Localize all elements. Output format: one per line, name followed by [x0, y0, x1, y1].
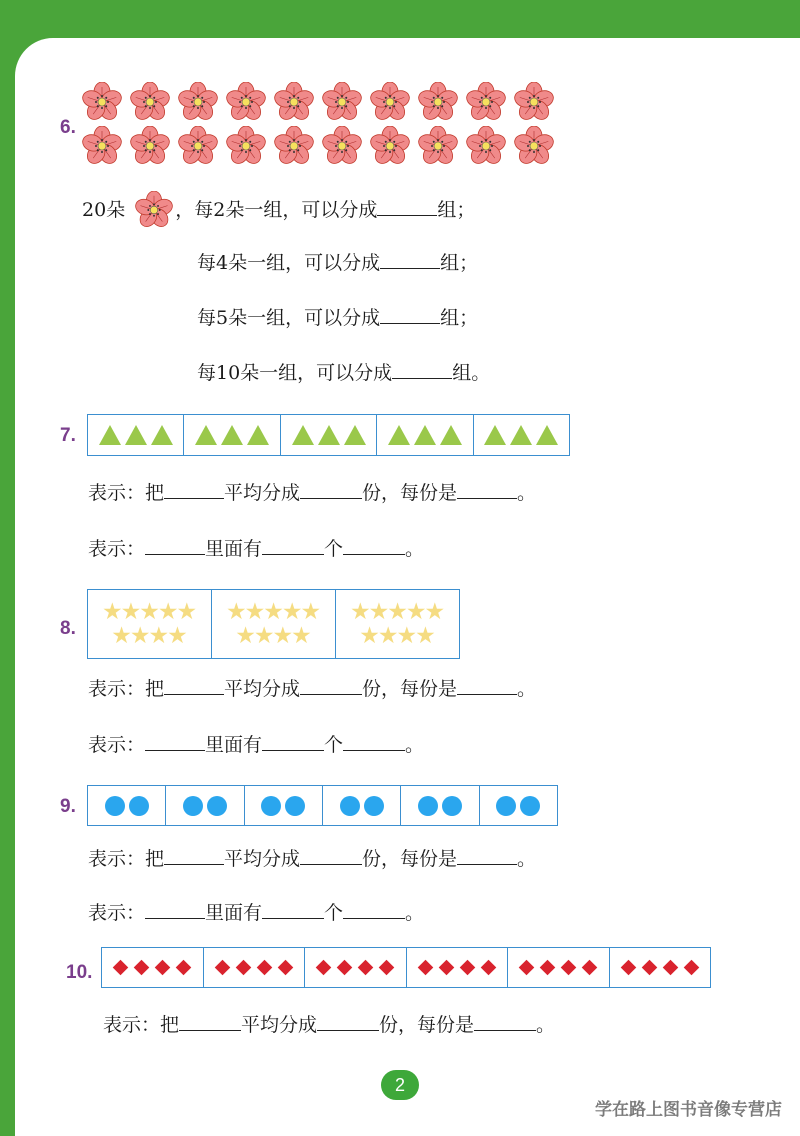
group-cell [281, 415, 377, 455]
answer-blank[interactable] [262, 900, 324, 919]
diamond-icon [438, 960, 454, 976]
answer-blank[interactable] [145, 536, 205, 555]
answer-blank[interactable] [145, 900, 205, 919]
star-icon: ★ [396, 623, 418, 649]
q10-line-1 [103, 1012, 555, 1037]
period-label: 。 [405, 734, 425, 756]
star-icon: ★ [387, 599, 408, 625]
period-label: 。 [536, 1014, 556, 1036]
group-cell [184, 415, 280, 455]
group-cell [212, 590, 336, 658]
q6-line-3 [197, 305, 478, 330]
period-label: 。 [517, 678, 537, 700]
diamond-icon [214, 960, 230, 976]
flower-row-1 [82, 82, 554, 122]
question-10-number: 10. [66, 962, 93, 983]
diamond-icon [113, 960, 129, 976]
page-number: 2 [381, 1070, 419, 1100]
period-label: 。 [517, 848, 537, 870]
star-icon: ★ [263, 599, 284, 625]
star-icon: ★ [148, 623, 170, 649]
pingjun-label: 平均分成 [224, 848, 301, 870]
q8-line-1 [88, 676, 536, 701]
answer-blank[interactable] [474, 1012, 536, 1031]
meifen-label: 份，每份是 [362, 482, 458, 504]
flower-icon [274, 82, 314, 122]
diamond-icon [316, 960, 332, 976]
flower-icon [130, 126, 170, 166]
triangle-icon [195, 425, 217, 445]
group-cell [480, 786, 557, 825]
diamond-icon [277, 960, 293, 976]
pingjun-label: 平均分成 [224, 482, 301, 504]
triangle-icon [318, 425, 340, 445]
answer-blank[interactable] [457, 676, 517, 695]
star-icon: ★ [111, 623, 132, 649]
diamond-icon [540, 960, 556, 976]
dot-icon [418, 796, 438, 816]
star-icon: ★ [129, 623, 151, 649]
star-icon: ★ [120, 599, 142, 625]
flower-icon [514, 126, 554, 166]
dot-icon [129, 796, 149, 816]
group-cell [377, 415, 473, 455]
triangle-icon [99, 425, 121, 445]
pingjun-label: 平均分成 [224, 678, 301, 700]
triangle-icon [484, 425, 506, 445]
diamond-icon [620, 960, 636, 976]
triangle-icon [510, 425, 532, 445]
period-label: 。 [405, 902, 425, 924]
diamond-groups-box [101, 947, 711, 988]
biaoshi-label: 表示： [88, 902, 146, 924]
flower-icon [274, 126, 314, 166]
star-icon: ★ [368, 599, 390, 625]
star-icon: ★ [359, 623, 380, 649]
answer-blank[interactable] [164, 480, 224, 499]
diamond-icon [155, 960, 171, 976]
flower-row-2 [82, 126, 554, 166]
flower-icon [226, 126, 266, 166]
group-cell [407, 948, 509, 987]
dot-icon [285, 796, 305, 816]
group-cell [474, 415, 569, 455]
flower-icon [178, 126, 218, 166]
diamond-icon [176, 960, 192, 976]
star-icon: ★ [405, 599, 427, 625]
flower-icon [226, 82, 266, 122]
answer-blank[interactable] [457, 846, 517, 865]
group-cell [245, 786, 323, 825]
star-icon: ★ [300, 599, 322, 625]
answer-blank[interactable] [377, 197, 437, 216]
q6-line-2-text: 每4朵一组，可以分成 [197, 252, 381, 274]
star-icon: ★ [415, 623, 436, 649]
flower-icon [322, 82, 362, 122]
dot-groups-box [87, 785, 558, 826]
diamond-icon [480, 960, 496, 976]
group-cell [102, 948, 204, 987]
group-cell [204, 948, 306, 987]
period-label: 。 [517, 482, 537, 504]
answer-blank[interactable] [145, 732, 205, 751]
star-icon: ★ [225, 599, 247, 625]
q6-prefix: 20朵 [82, 199, 126, 221]
triangle-groups-box [87, 414, 570, 456]
answer-blank[interactable] [380, 305, 440, 324]
group-cell [305, 948, 407, 987]
q6-line-2 [197, 250, 478, 275]
star-icon: ★ [244, 599, 266, 625]
biaoshi-label: 表示：把 [103, 1014, 180, 1036]
flower-icon [322, 126, 362, 166]
triangle-icon [292, 425, 314, 445]
group-cell [88, 590, 212, 658]
triangle-icon [125, 425, 147, 445]
dot-icon [261, 796, 281, 816]
answer-blank[interactable] [343, 732, 405, 751]
diamond-icon [582, 960, 598, 976]
flower-icon [418, 126, 458, 166]
question-7-number: 7. [60, 425, 76, 446]
group-cell [166, 786, 244, 825]
flower-icon [130, 82, 170, 122]
meifen-label: 份，每份是 [379, 1014, 475, 1036]
answer-blank[interactable] [300, 846, 362, 865]
q6-line-1-text: 每2朵一组，可以分成 [194, 199, 378, 221]
diamond-icon [417, 960, 433, 976]
triangle-icon [414, 425, 436, 445]
biaoshi-label: 表示： [88, 734, 146, 756]
star-icon: ★ [377, 623, 399, 649]
question-6-number: 6. [60, 117, 76, 138]
star-icon: ★ [167, 623, 188, 649]
diamond-icon [379, 960, 395, 976]
q6-line-1-end: 组； [437, 199, 476, 221]
diamond-icon [134, 960, 150, 976]
star-icon: ★ [291, 623, 312, 649]
q6-line-4-end: 组。 [452, 362, 491, 384]
limian-label: 里面有 [205, 902, 263, 924]
diamond-icon [358, 960, 374, 976]
q8-line-2 [88, 732, 424, 757]
star-icon: ★ [349, 599, 371, 625]
star-icon: ★ [139, 599, 160, 625]
answer-blank[interactable] [392, 360, 452, 379]
q6-line-2-end: 组； [440, 252, 479, 274]
biaoshi-label: 表示：把 [88, 848, 165, 870]
biaoshi-label: 表示：把 [88, 482, 165, 504]
star-icon: ★ [253, 623, 275, 649]
meifen-label: 份，每份是 [362, 848, 458, 870]
pingjun-label: 平均分成 [241, 1014, 318, 1036]
star-icon: ★ [157, 599, 179, 625]
group-cell [508, 948, 610, 987]
answer-blank[interactable] [164, 676, 224, 695]
meifen-label: 份，每份是 [362, 678, 458, 700]
star-icon: ★ [176, 599, 198, 625]
limian-label: 里面有 [205, 734, 263, 756]
answer-blank[interactable] [262, 732, 324, 751]
answer-blank[interactable] [457, 480, 517, 499]
flower-icon [514, 82, 554, 122]
triangle-icon [440, 425, 462, 445]
flower-icon [370, 82, 410, 122]
ge-label: 个 [324, 734, 344, 756]
question-9-number: 9. [60, 796, 76, 817]
group-cell [336, 590, 459, 658]
star-icon: ★ [424, 599, 446, 625]
diamond-icon [256, 960, 272, 976]
q6-line-4-text: 每10朵一组，可以分成 [197, 362, 393, 384]
triangle-icon [221, 425, 243, 445]
diamond-icon [235, 960, 251, 976]
answer-blank[interactable] [300, 480, 362, 499]
dot-icon [496, 796, 516, 816]
diamond-icon [519, 960, 535, 976]
dot-icon [207, 796, 227, 816]
q6-line-4 [197, 360, 490, 385]
flower-icon [370, 126, 410, 166]
flower-icon [82, 126, 122, 166]
answer-blank[interactable] [164, 846, 224, 865]
star-icon: ★ [235, 623, 256, 649]
diamond-icon [662, 960, 678, 976]
answer-blank[interactable] [343, 536, 405, 555]
flower-icon [466, 126, 506, 166]
q7-line-2 [88, 536, 424, 561]
star-icon: ★ [272, 623, 294, 649]
group-cell [88, 786, 166, 825]
dot-icon [364, 796, 384, 816]
star-icon: ★ [101, 599, 123, 625]
dot-icon [442, 796, 462, 816]
dot-icon [340, 796, 360, 816]
answer-blank[interactable] [262, 536, 324, 555]
q9-line-1 [88, 846, 536, 871]
flower-icon [133, 191, 175, 229]
dot-icon [183, 796, 203, 816]
group-cell [88, 415, 184, 455]
dot-icon [520, 796, 540, 816]
biaoshi-label: 表示：把 [88, 678, 165, 700]
answer-blank[interactable] [317, 1012, 379, 1031]
ge-label: 个 [324, 902, 344, 924]
flower-icon [82, 82, 122, 122]
group-cell [323, 786, 401, 825]
answer-blank[interactable] [343, 900, 405, 919]
triangle-icon [536, 425, 558, 445]
limian-label: 里面有 [205, 538, 263, 560]
triangle-icon [344, 425, 366, 445]
diamond-icon [641, 960, 657, 976]
diamond-icon [459, 960, 475, 976]
triangle-icon [151, 425, 173, 445]
answer-blank[interactable] [380, 250, 440, 269]
flower-icon [418, 82, 458, 122]
store-watermark: 学在路上图书音像专营店 [595, 1100, 782, 1120]
q6-line-3-end: 组； [440, 307, 479, 329]
flower-icon [466, 82, 506, 122]
diamond-icon [683, 960, 699, 976]
dot-icon [105, 796, 125, 816]
triangle-icon [388, 425, 410, 445]
ge-label: 个 [324, 538, 344, 560]
answer-blank[interactable] [179, 1012, 241, 1031]
answer-blank[interactable] [300, 676, 362, 695]
diamond-icon [337, 960, 353, 976]
q6-line-3-text: 每5朵一组，可以分成 [197, 307, 381, 329]
q6-line-1: 20朵 ，每2朵一组，可以分成 组； [82, 197, 475, 222]
period-label: 。 [405, 538, 425, 560]
group-cell [610, 948, 711, 987]
star-icon: ★ [281, 599, 303, 625]
triangle-icon [247, 425, 269, 445]
flower-icon [178, 82, 218, 122]
group-cell [401, 786, 479, 825]
q7-line-1 [88, 480, 536, 505]
biaoshi-label: 表示： [88, 538, 146, 560]
q9-line-2 [88, 900, 424, 925]
question-8-number: 8. [60, 618, 76, 639]
star-groups-box [87, 589, 460, 659]
diamond-icon [561, 960, 577, 976]
